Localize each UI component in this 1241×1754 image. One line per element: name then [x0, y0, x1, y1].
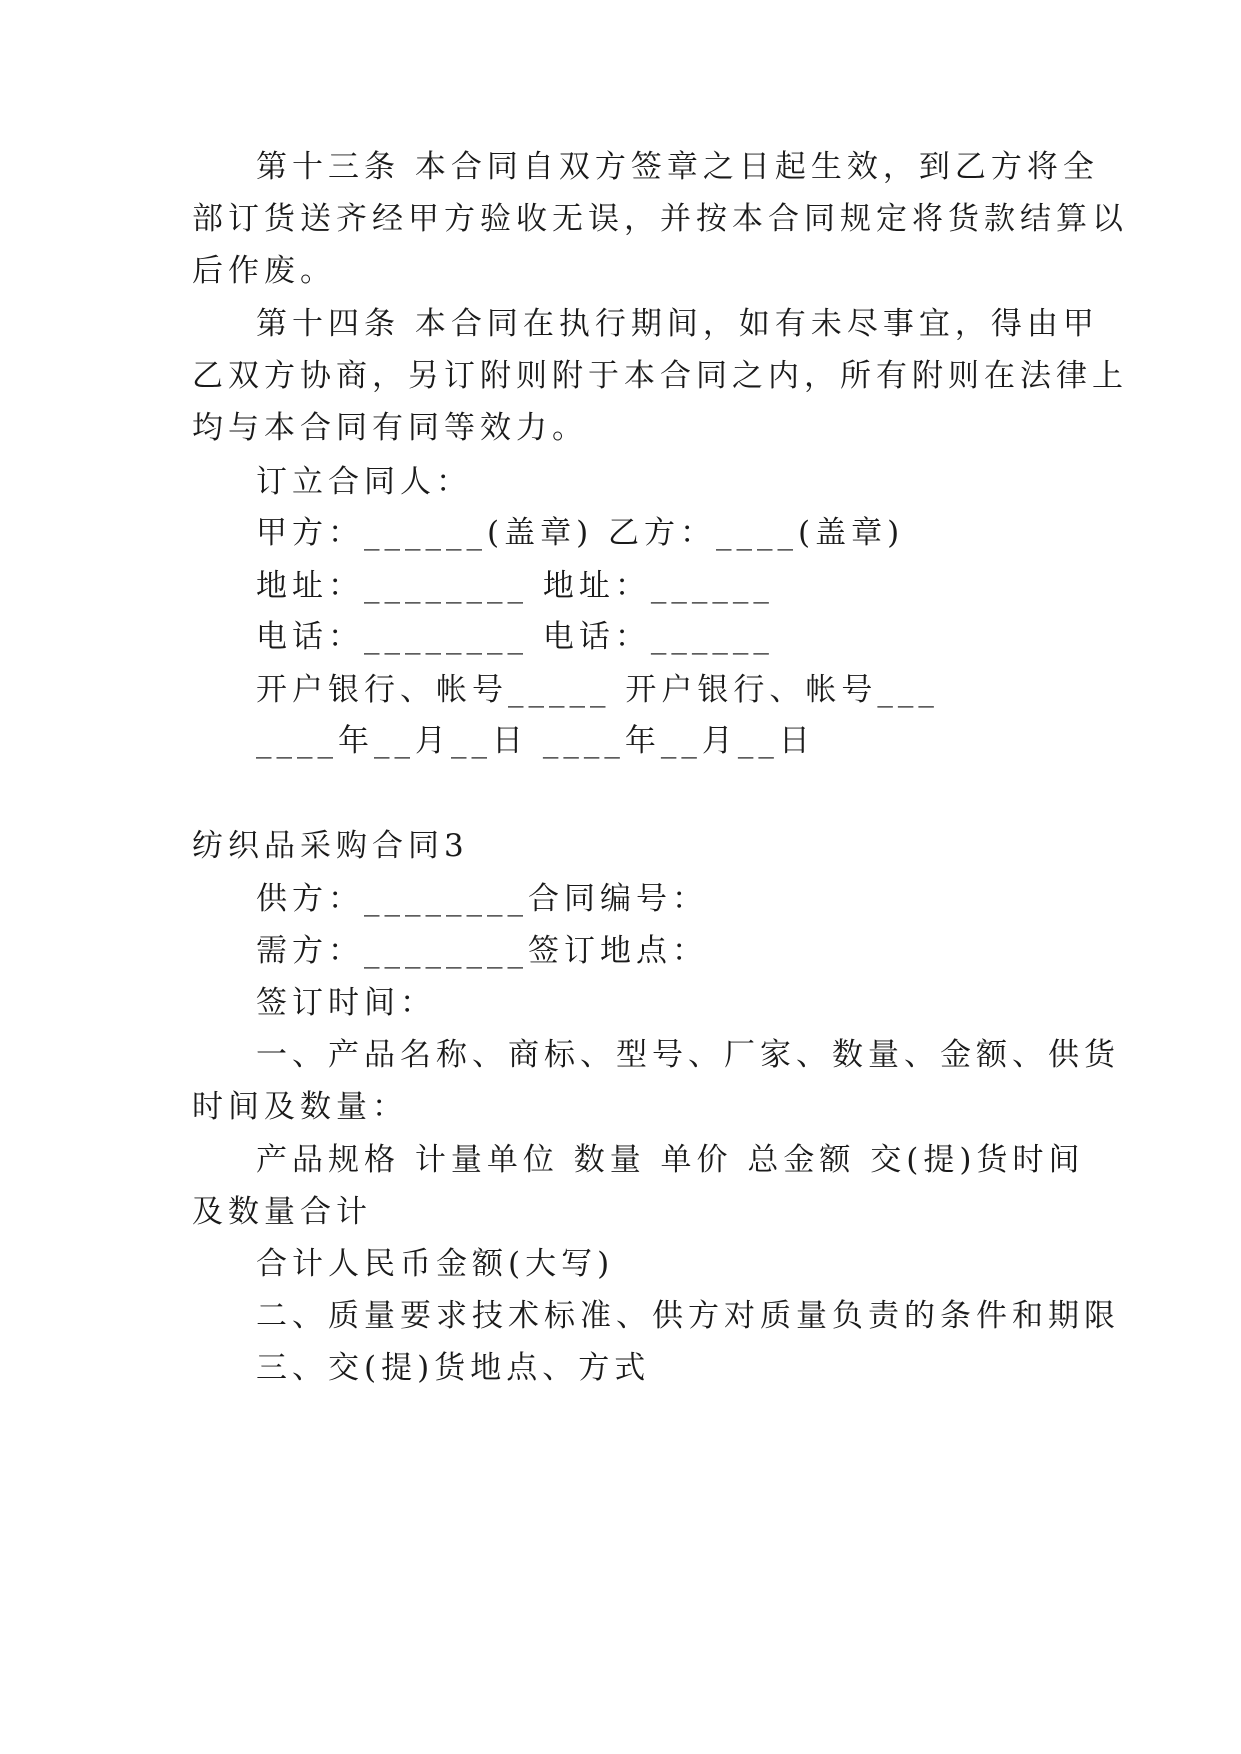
date-line: ____年__月__日 ____年__月__日 — [256, 723, 815, 759]
clause-14-line-3: 均与本合同有同等效力。 — [192, 410, 588, 446]
clause-13-line-1: 第十三条 本合同自双方签章之日起生效，到乙方将全 — [256, 149, 1099, 185]
item-1-line-1: 一、产品名称、商标、型号、厂家、数量、金额、供货 — [256, 1037, 1120, 1073]
table-header-line-1: 产品规格 计量单位 数量 单价 总金额 交(提)货时间 — [256, 1142, 1085, 1178]
phone-line: 电话：________ 电话：______ — [256, 619, 774, 655]
clause-14-line-1: 第十四条 本合同在执行期间，如有未尽事宜，得由甲 — [256, 306, 1099, 342]
clause-14-line-2: 乙双方协商，另订附则附于本合同之内，所有附则在法律上 — [192, 358, 1128, 394]
supplier-line: 供方：________合同编号： — [256, 881, 708, 917]
clause-13-line-2: 部订货送齐经甲方验收无误，并按本合同规定将货款结算以 — [192, 201, 1128, 237]
buyer-line: 需方：________签订地点： — [256, 933, 708, 969]
signing-time-line: 签订时间： — [256, 985, 436, 1021]
item-2-line: 二、质量要求技术标准、供方对质量负责的条件和期限 — [256, 1298, 1120, 1334]
clause-13-line-3: 后作废。 — [192, 253, 336, 289]
signatories-label: 订立合同人： — [256, 464, 472, 500]
address-line: 地址：________ 地址：______ — [256, 568, 774, 604]
item-1-line-2: 时间及数量： — [192, 1089, 408, 1125]
table-header-line-2: 及数量合计 — [192, 1194, 372, 1230]
item-3-line: 三、交(提)货地点、方式 — [256, 1350, 651, 1386]
bank-account-line: 开户银行、帐号_____ 开户银行、帐号___ — [256, 672, 939, 708]
section-title: 纺织品采购合同3 — [192, 828, 469, 864]
total-amount-line: 合计人民币金额(大写) — [256, 1246, 615, 1282]
party-seal-line: 甲方：______(盖章) 乙方：____(盖章) — [256, 515, 905, 551]
